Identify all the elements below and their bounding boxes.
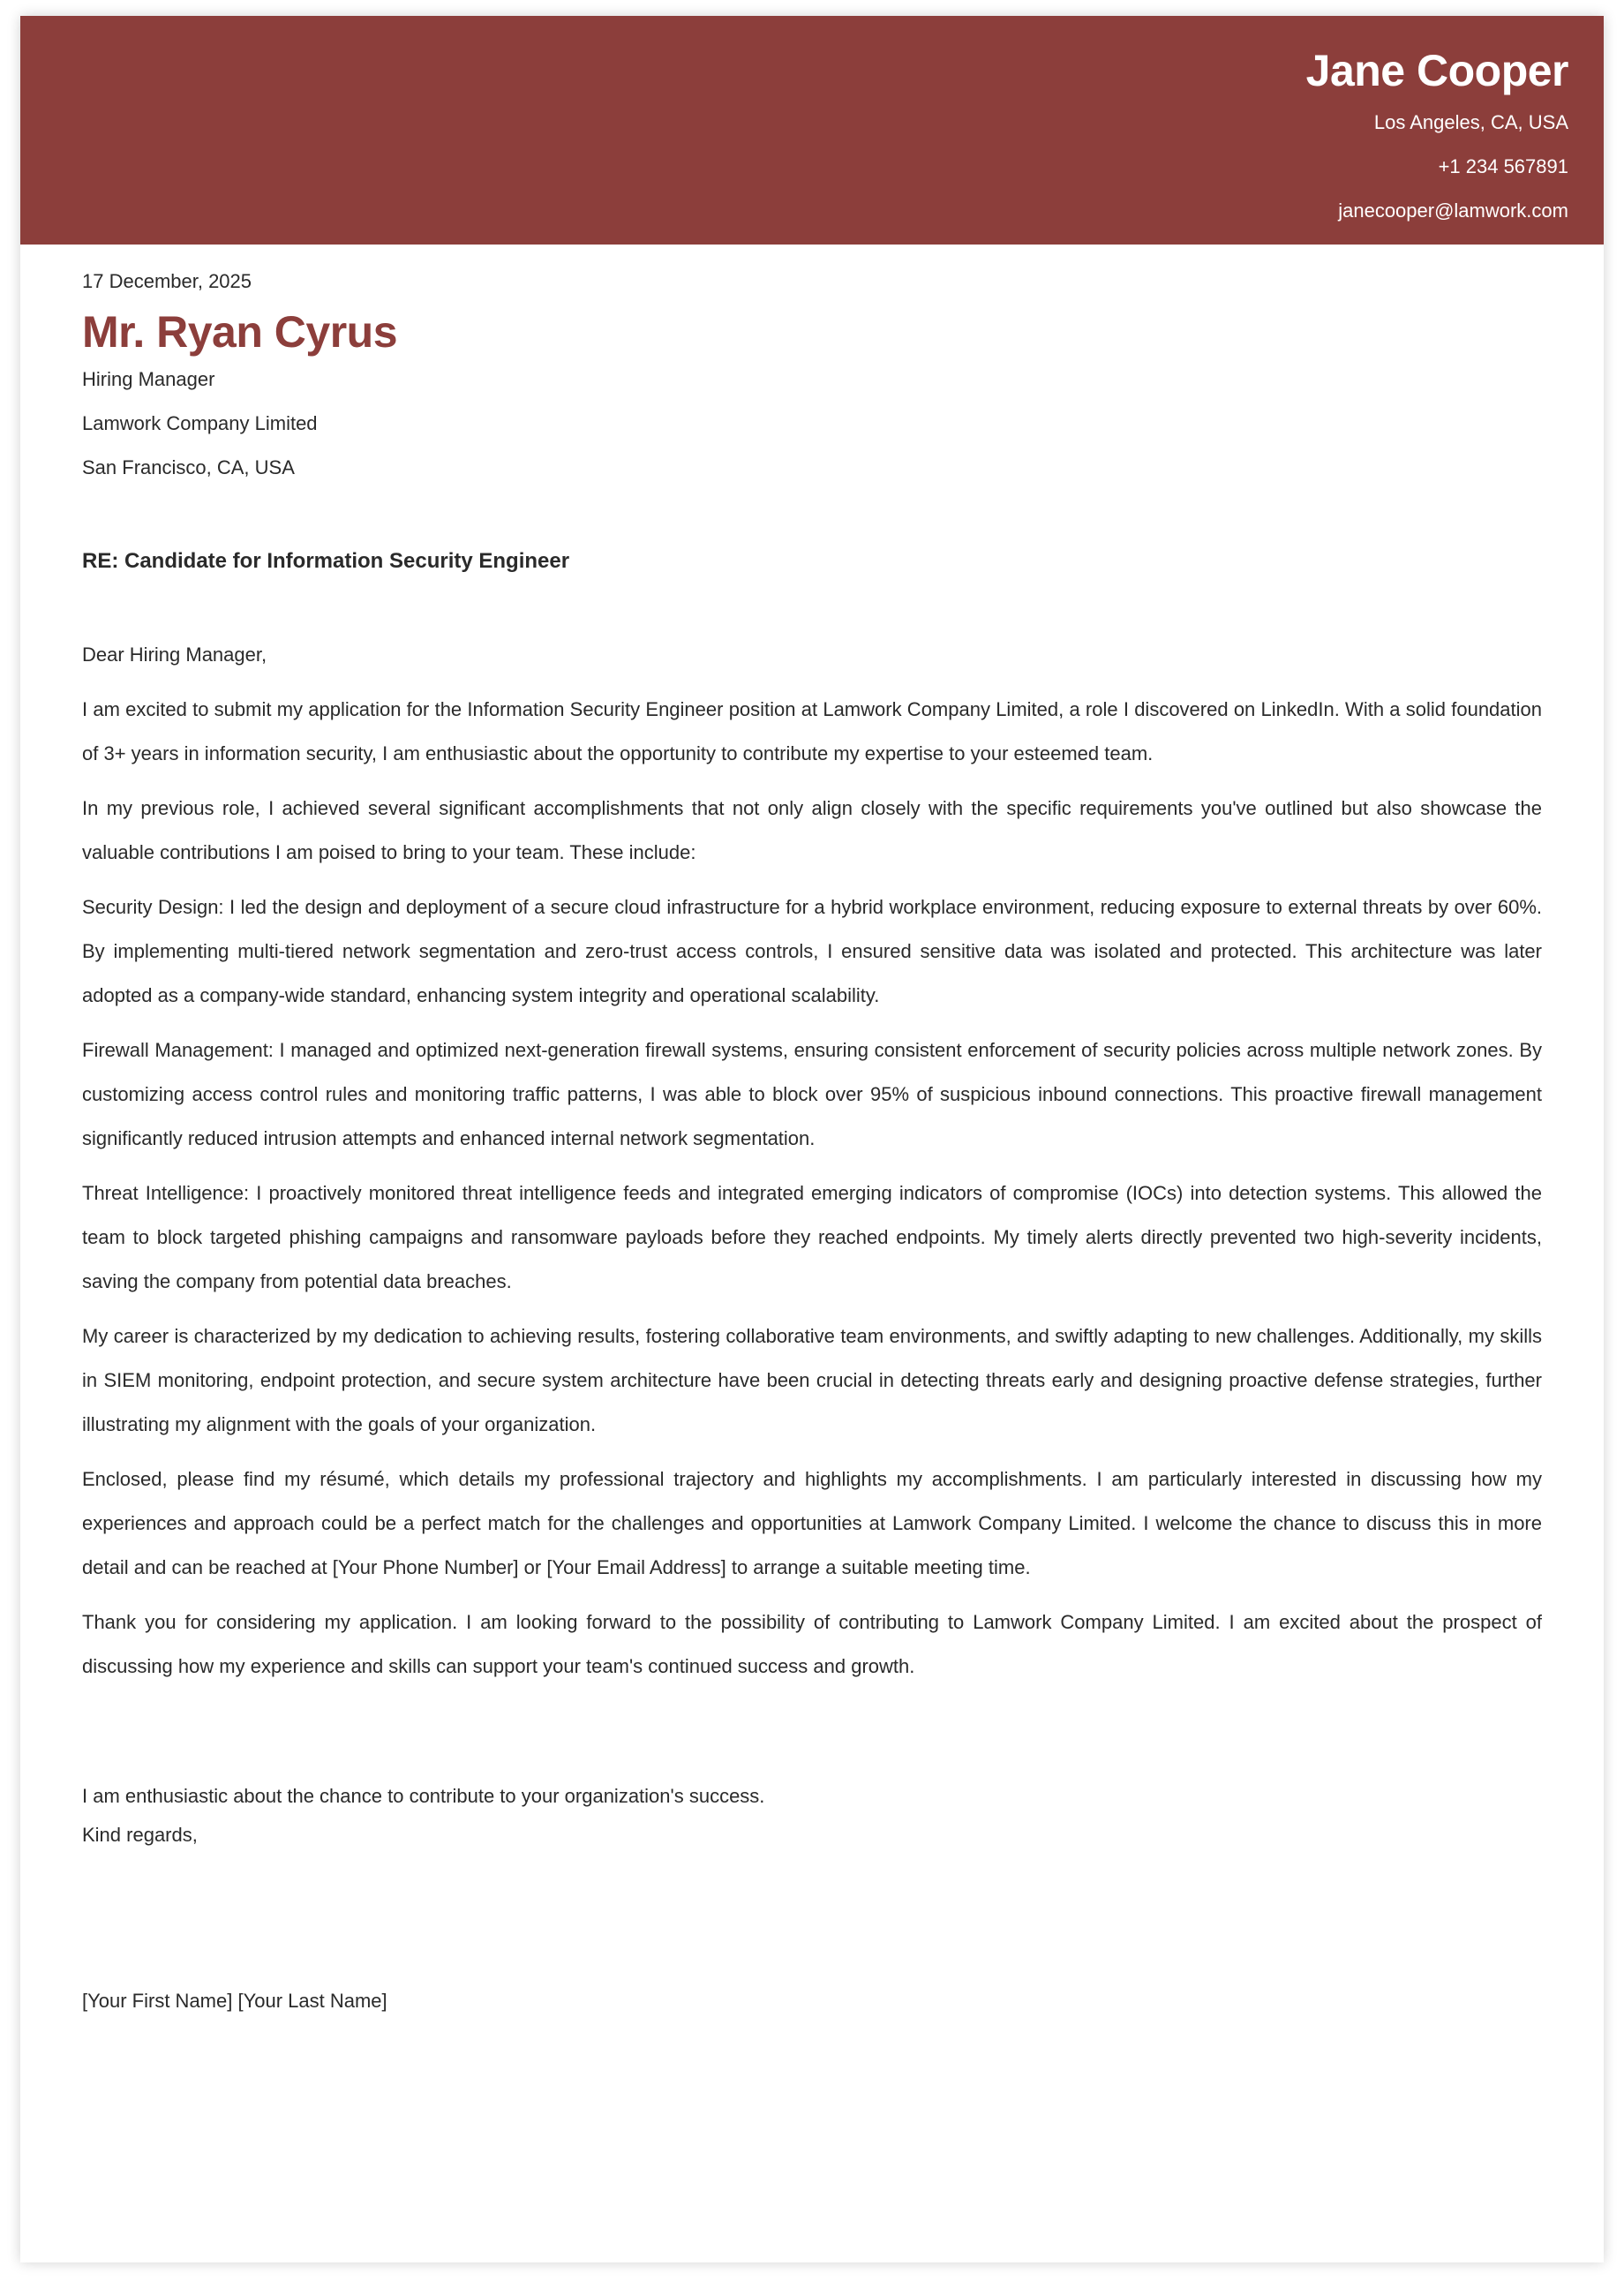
letter-header: [20, 16, 1604, 245]
signature: [Your First Name] [Your Last Name]: [82, 1990, 387, 2012]
sender-name: Jane Cooper: [1305, 46, 1568, 95]
subject-line: RE: Candidate for Information Security Engineer: [82, 549, 570, 573]
recipient-location: San Francisco, CA, USA: [82, 456, 295, 478]
closing-block: [82, 1777, 1542, 1855]
body-paragraph: Security Design: I led the design and deployment of a secure cloud infrastructure for a hybrid workplace environment, reducing exposure to external threats by over 60%. By implementing multi-tiered network segmentation and zero-trust access controls, I ensured sensitive data was isolated and protected. This architecture was later adopted as a company-wide standard, enhancing system integrity and operational scalability.: [82, 896, 1542, 1006]
body-paragraph: In my previous role, I achieved several significant accomplishments that not only align closely with the specific requirements you've outlined but also showcase the valuable contributions I am poised to bring to your team. These include:: [82, 797, 1542, 863]
sender-location: Los Angeles, CA, USA: [1373, 110, 1568, 133]
salutation: Dear Hiring Manager,: [82, 644, 267, 666]
letter-body: [20, 264, 1604, 2021]
body-paragraph: I am excited to submit my application for the Information Security Engineer position at Lamwork Company Limited, a role I discovered on LinkedIn. With a solid foundation of 3+ years in information security, I am enthusiastic about the opportunity to contribute my expertise to your esteemed team.: [82, 698, 1542, 764]
body-paragraph: My career is characterized by my dedication to achieving results, fostering collaborative team environments, and swiftly adapting to new challenges. Additionally, my skills in SIEM monitoring, endpoint protection, and secure system architecture have been crucial in detecting threats early and designing proactive defense strategies, further illustrating my alignment with the goals of your organization.: [82, 1325, 1542, 1435]
recipient-company: Lamwork Company Limited: [82, 412, 318, 434]
recipient-name: Mr. Ryan Cyrus: [82, 307, 398, 357]
body-paragraph: Threat Intelligence: I proactively monitored threat intelligence feeds and integrated emerging indicators of compromise (IOCs) into detection systems. This allowed the team to block targeted phishing campaigns and ransomware payloads before they reached endpoints. My timely alerts directly prevented two high-severity incidents, saving the company from potential data breaches.: [82, 1182, 1542, 1292]
sign-off: Kind regards,: [82, 1824, 198, 1846]
sender-email: janecooper@lamwork.com: [1338, 199, 1568, 222]
sender-phone: +1 234 567891: [1438, 154, 1568, 177]
body-paragraph: Enclosed, please find my résumé, which details my professional trajectory and highlights my accomplishments. I am particularly interested in discussing how my experiences and approach could be a perfect match for the challenges and opportunities at Lamwork Company Limited. I welcome the chance to discuss this in more detail and can be reached at [Your Phone Number] or [Your Email Address] to arrange a suitable meeting time.: [82, 1468, 1542, 1578]
letter-page: [20, 16, 1604, 2262]
body-paragraph: Thank you for considering my application. I am looking forward to the possibility of contributing to Lamwork Company Limited. I am excited about the prospect of discussing how my experience and skills can support your team's continued success and growth.: [82, 1611, 1542, 1677]
body-paragraph: Firewall Management: I managed and optimized next-generation firewall systems, ensuring consistent enforcement of security policies across multiple network zones. By customizing access control rules and monitoring traffic patterns, I was able to block over 95% of suspicious inbound connections. This proactive firewall management significantly reduced intrusion attempts and enhanced internal network segmentation.: [82, 1039, 1542, 1149]
closing-line: I am enthusiastic about the chance to contribute to your organization's success.: [82, 1785, 765, 1807]
letter-date: 17 December, 2025: [82, 270, 252, 292]
recipient-title: Hiring Manager: [82, 368, 215, 390]
